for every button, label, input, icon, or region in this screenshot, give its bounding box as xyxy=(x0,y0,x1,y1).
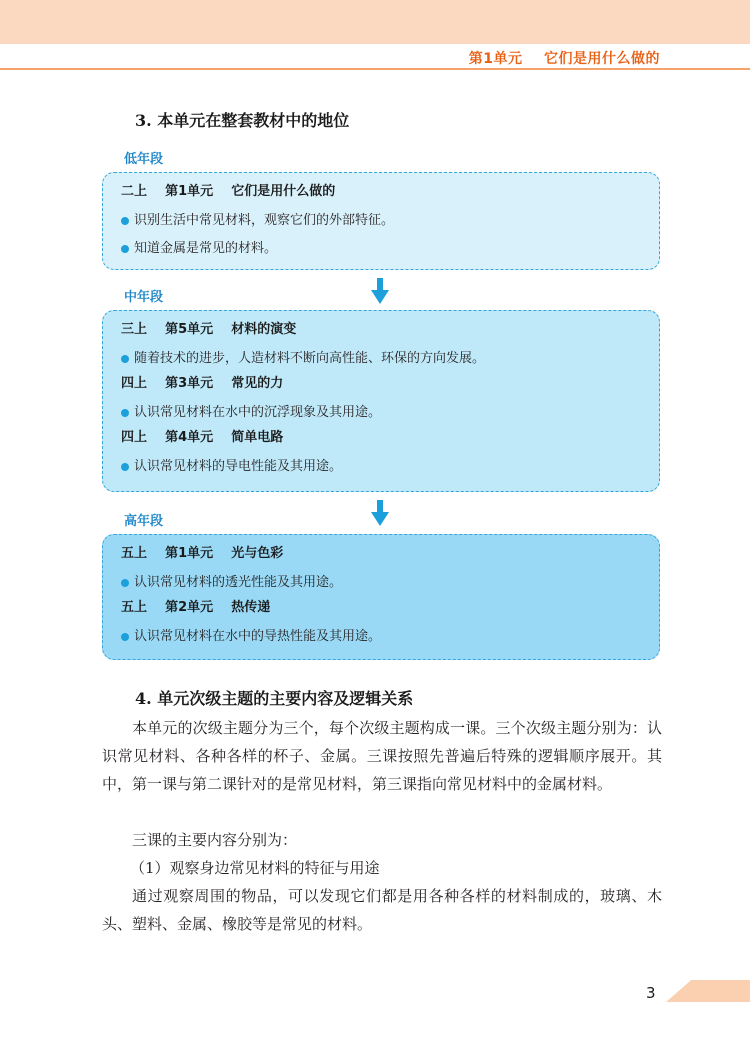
bullet-dot-icon xyxy=(121,579,129,587)
body-paragraph: 本单元的次级主题分为三个，每个次级主题构成一课。三个次级主题分别为：认识常见材料、各种各样的杯子、金属。三课按照先普遍后特殊的逻辑顺序展开。其中，第一课与第二课针对的是常见材料，第三课指向常见材料中的金属材料。 xyxy=(102,719,662,793)
arrow-down-icon xyxy=(371,278,389,304)
bullet-dot-icon xyxy=(121,633,129,641)
list-item xyxy=(121,623,659,651)
list-item-text: 认识常见材料在水中的沉浮现象及其用途。 xyxy=(134,405,382,420)
stage-label-high: 高年段 xyxy=(124,514,164,529)
arrow-down-icon xyxy=(371,500,389,526)
bullet-dot-icon xyxy=(121,409,129,417)
bullet-dot-icon xyxy=(121,355,129,363)
list-item xyxy=(121,569,659,597)
bullet-dot-icon xyxy=(121,217,129,225)
list-item-text: 认识常见材料在水中的导热性能及其用途。 xyxy=(134,629,382,644)
stage-box-high xyxy=(102,534,660,660)
stage-label-mid: 中年段 xyxy=(124,290,164,305)
header-band xyxy=(0,0,750,44)
chapter-title: 第1单元 它们是用什么做的 xyxy=(468,51,660,67)
list-item-text: 知道金属是常见的材料。 xyxy=(134,241,278,256)
body-paragraph: 三课的主要内容分别为： xyxy=(132,831,298,849)
bullet-dot-icon xyxy=(121,245,129,253)
list-item-text: 随着技术的进步，人造材料不断向高性能、环保的方向发展。 xyxy=(134,351,486,366)
unit-title: 四上 第3单元 常见的力 xyxy=(121,376,284,391)
header-rule xyxy=(0,68,750,70)
section-4-heading: 4. 单元次级主题的主要内容及逻辑关系 xyxy=(135,689,414,708)
body-paragraph: 通过观察周围的物品，可以发现它们都是用各种各样的材料制成的，玻璃、木头、塑料、金属、橡胶等是常见的材料。 xyxy=(102,887,662,933)
unit-title: 三上 第5单元 材料的演变 xyxy=(121,322,297,337)
list-item xyxy=(121,345,659,373)
list-item xyxy=(121,235,659,263)
bullet-dot-icon xyxy=(121,463,129,471)
list-item xyxy=(121,453,659,481)
list-item-text: 认识常见材料的导电性能及其用途。 xyxy=(134,459,343,474)
unit-title: 二上 第1单元 它们是用什么做的 xyxy=(121,184,336,199)
unit-title: 五上 第1单元 光与色彩 xyxy=(121,546,284,561)
stage-label-low: 低年段 xyxy=(124,152,164,167)
stage-box-mid xyxy=(102,310,660,492)
list-item xyxy=(121,207,659,235)
unit-title: 四上 第4单元 简单电路 xyxy=(121,430,284,445)
section-3-heading: 3. 本单元在整套教材中的地位 xyxy=(135,111,350,130)
subtopic-heading: （1）观察身边常见材料的特征与用途 xyxy=(130,859,380,877)
stage-box-low xyxy=(102,172,660,270)
list-item-text: 识别生活中常见材料，观察它们的外部特征。 xyxy=(134,213,395,228)
page-number: 3 xyxy=(646,984,656,1002)
unit-title: 五上 第2单元 热传递 xyxy=(121,600,271,615)
list-item xyxy=(121,399,659,427)
list-item-text: 认识常见材料的透光性能及其用途。 xyxy=(134,575,343,590)
footer-tab xyxy=(666,980,750,1002)
